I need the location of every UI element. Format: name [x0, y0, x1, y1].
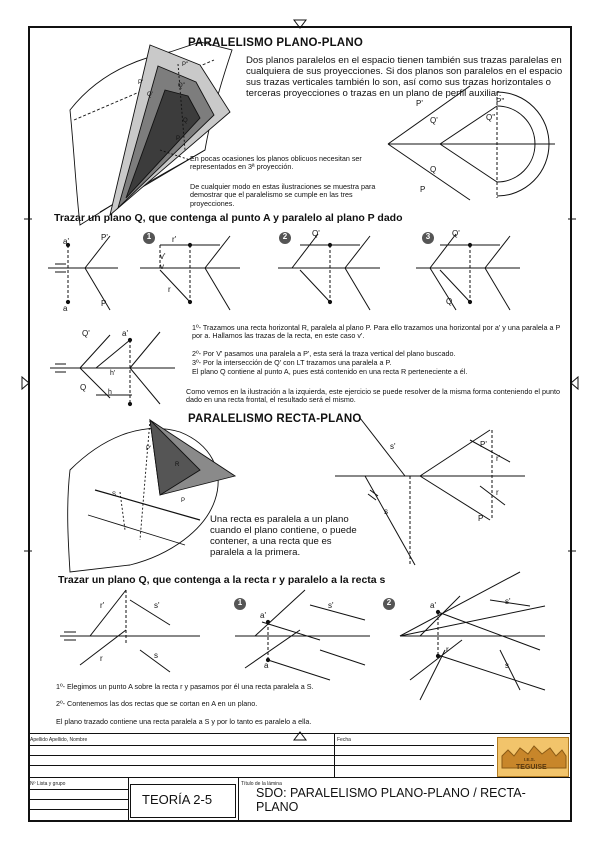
ex2s2-label-a1: a' [430, 601, 436, 610]
ex2s2-label-r: r [446, 645, 449, 654]
ex2s1-label-a1: a' [260, 611, 266, 620]
proj-label-p1: P' [416, 99, 423, 108]
name-label: Apellido Apellido, Nombre [30, 737, 88, 743]
ex2-figure-step2 [400, 572, 545, 700]
ex2-step1: 1º- Elegimos un punto A sobre la recta r y pasamos por él una recta paralela a S. [56, 682, 314, 691]
ex1-note: Como vemos en la ilustración a la izquierda, este ejercicio se puede resolver de la misma forma conteniendo el punto dado en una recta frontal, el resultado será el mismo. [186, 387, 560, 405]
ex1s1-label-r: r [168, 285, 171, 294]
ex2-label-s: s [154, 651, 158, 660]
ex1-figure-step2 [278, 234, 380, 310]
proj-label-p2: P'' [496, 97, 505, 106]
ex1s1-label-r1: r' [172, 235, 177, 244]
badge-ex2-2: 2 [386, 598, 392, 607]
ex1-label-a: a [63, 304, 68, 313]
sheet-title-label: Título de la lámina [241, 781, 282, 787]
ex2-step2: 2º- Contenemos las dos rectas que se cortan en A en un plano. [56, 699, 258, 708]
badge-1: 1 [146, 232, 152, 241]
ex1s3-label-q1: Q' [452, 229, 460, 238]
ex1s3-label-q: Q [446, 297, 453, 306]
section1-title: PARALELISMO PLANO-PLANO [188, 37, 363, 49]
badge-3: 3 [425, 232, 431, 241]
ex2-conclusion: El plano trazado contiene una recta paralela a S y por lo tanto es paralelo a ella. [56, 717, 312, 726]
s2-label-s1: s' [390, 442, 396, 451]
exercise1-title: Trazar un plano Q, que contenga al punto A y paralelo al plano P dado [54, 212, 403, 224]
list-label: Nº Lista y grupo [30, 781, 66, 787]
sheet-title: SDO: PARALELISMO PLANO-PLANO / RECTA-PLANO [256, 786, 526, 814]
ex1-step1: 1º- Trazamos una recta horizontal R, paralela al plano P. Para ello trazamos una horizontal por a' y una paralela a P por a. Hallamos las trazas de la recta, en este caso v'. [192, 323, 561, 341]
s2-label-r: R [175, 462, 180, 468]
section1-note2: De cualquier modo en estas ilustraciones se muestra para demostrar que el paralelismo se cumple en las tres proyecciones. [190, 182, 376, 208]
proj-label-q1: Q' [430, 116, 438, 125]
section2-title: PARALELISMO RECTA-PLANO [188, 413, 362, 425]
ex1-label-p1: P' [101, 233, 108, 242]
ex1f-label-h1: h' [110, 370, 116, 377]
ex1-figure-step1 [140, 236, 240, 310]
ex1f-label-q: Q [80, 383, 87, 392]
ex2s2-label-s1: s' [505, 597, 511, 606]
section2-text: Una recta es paralela a un plano cuando el plano contiene, o puede contener, a una recta que es paralela a la primera. [210, 514, 357, 558]
section1-intro: Dos planos paralelos en el espacio tienen también sus trazas paralelas en cualquiera de sus proyecciones. Si dos planos son paralelos en el espacio sus trazas verticales también lo son, así como sus trazas horizontales o terceras proyecciones o trazas en un plano de perfil auxiliar. [246, 55, 563, 99]
ex1f-label-a1: a' [122, 329, 128, 338]
ex1s1-label-v: v [160, 262, 164, 271]
school-logo [497, 737, 569, 777]
label-p: P [176, 136, 181, 142]
label-q2: Q'' [178, 83, 185, 89]
s2-label-s: S [112, 492, 117, 498]
ex1s2-label-q1: Q' [312, 229, 320, 238]
ex2-label-r: r [100, 654, 103, 663]
badge-ex2-1: 1 [237, 598, 243, 607]
ex1-figure-base [48, 233, 118, 313]
ex1-label-p: P [101, 299, 107, 308]
illustration-planes-projections [388, 86, 555, 200]
label-q: Q [183, 118, 188, 124]
ex1-label-a1: a' [63, 237, 69, 246]
exercise2-title: Trazar un plano Q, que contenga a la recta r y paralelo a la recta s [58, 574, 386, 586]
badge-2: 2 [282, 232, 288, 241]
ex1f-label-h: h [108, 389, 112, 396]
ex2s1-label-a: a [264, 661, 269, 670]
s2-label-p1: P' [146, 446, 152, 452]
registration-marks [22, 20, 578, 740]
label-p1: P' [138, 80, 144, 86]
ex1-figure-frontal [50, 329, 175, 406]
ex1s1-label-v1: v' [160, 252, 166, 261]
ex1-step2: 2º- Por V' pasamos una paralela a P', esta será la traza vertical del plano buscado. [192, 349, 456, 358]
label-p2: P'' [182, 62, 189, 68]
ex2-figure-step1 [235, 590, 370, 680]
ex1-step3: 3º- Por la intersección de Q' con LT trazamos una paralela a P. [192, 358, 392, 367]
s2-label-p1b: P' [480, 440, 487, 449]
ex2-label-s1: s' [154, 601, 160, 610]
date-label: Fecha [337, 737, 351, 743]
s2-label-s: s [384, 507, 388, 516]
ex1f-label-q1: Q' [82, 329, 90, 338]
ex1-figure-step3 [416, 234, 520, 310]
ex2s1-label-s1: s' [328, 601, 334, 610]
logo-name: TEGUISE [516, 764, 547, 771]
ex2s2-label-s: s [505, 661, 509, 670]
sheet-code: TEORÍA 2-5 [142, 792, 213, 807]
s2-label-pb: P [478, 514, 484, 523]
label-q1: Q' [147, 92, 153, 98]
ex1-conclusion: El plano Q contiene al punto A, pues está contenido en una recta R perteneciente a él. [192, 367, 468, 376]
s2-label-r1: r' [496, 454, 501, 463]
section1-note1: En pocas ocasiones los planos oblicuos necesitan ser representados en 3ª proyección. [190, 154, 362, 172]
proj-label-q2: Q'' [486, 113, 496, 122]
proj-label-p: P [420, 185, 426, 194]
ex2-figure-base [60, 590, 200, 672]
logo-ies: I.E.S. [524, 757, 536, 762]
proj-label-q: Q [430, 165, 437, 174]
s2-label-r: r [496, 488, 499, 497]
s2-label-p: P [181, 498, 186, 504]
ex2-label-r1: r' [100, 601, 105, 610]
